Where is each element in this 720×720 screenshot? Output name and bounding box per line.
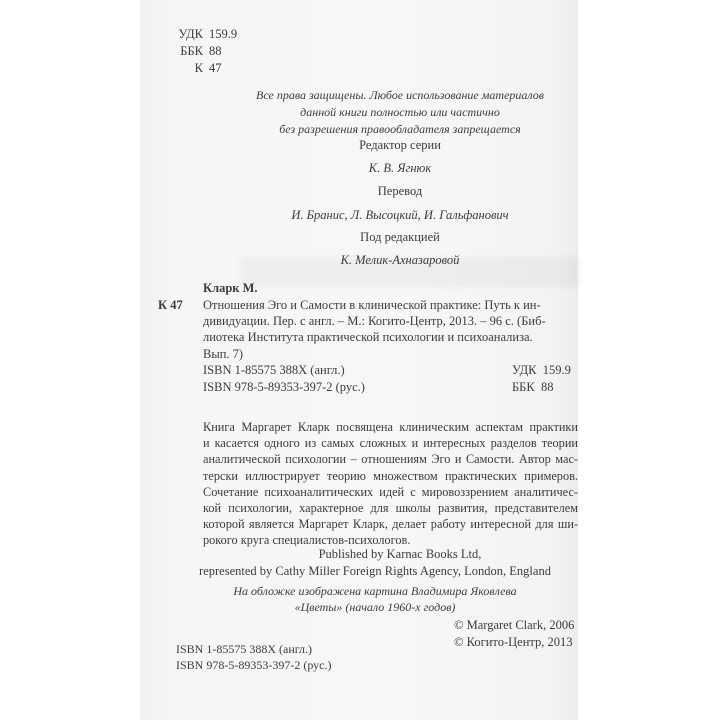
annotation-line: аналитической психологии – отношениям Эго и Самости. Автор мас- (203, 452, 578, 467)
annotation-line: терски иллюстрирует теорию множеством практических примеров. (203, 468, 578, 483)
description-line: лиотека Института практической психологии и психоанализа. (203, 330, 533, 345)
catalog-code: К 47 (158, 298, 183, 312)
catalog-description (203, 297, 575, 362)
rights-notice (180, 87, 620, 138)
copyright-publisher: © Когито-Центр, 2013 (454, 635, 573, 649)
annotation-line: Сочетание психоаналитических идей с мировоззрением аналитичес- (203, 484, 578, 499)
isbn-bottom-ru: ISBN 978-5-89353-397-2 (рус.) (176, 658, 332, 672)
annotation-line: которой является Маргарет Кларк, делает работу интересной для ши- (203, 517, 578, 532)
credit-series-editor-name: К. В. Ягнюк (368, 161, 432, 175)
annotation-line: и касается одного из самых сложных и интересных разделов теории (203, 436, 578, 451)
catalog-isbn-en: ISBN 1-85575 388X (англ.) (203, 363, 345, 377)
credit-edited-by-name: К. Мелик-Ахназаровой (340, 253, 460, 267)
rights-line: Все права защищены. Любое использование материалов (256, 88, 544, 102)
udk-row (170, 26, 237, 43)
description-line: дивидуации. Пер. с англ. – М.: Когито-Центр, 2013. – 96 с. (Биб- (203, 314, 546, 329)
credit-translation-names: И. Бранис, Л. Высоцкий, И. Гальфанович (291, 208, 509, 222)
credit-translation-role: Перевод (377, 184, 423, 198)
annotation-line: рокого круга специалистов-психологов. (203, 533, 411, 548)
publisher-line: Published by Karnac Books Ltd, (318, 547, 482, 561)
udk-label: УДК (178, 27, 203, 41)
isbn-bottom-en: ISBN 1-85575 388X (англ.) (176, 642, 313, 656)
k-row (170, 60, 237, 77)
annotation-paragraph (203, 419, 578, 549)
bbk-row (170, 43, 237, 60)
bbk-label: ББК (180, 44, 203, 58)
catalog-isbn-ru: ISBN 978-5-89353-397-2 (рус.) (203, 380, 365, 394)
bbk-value: 88 (209, 44, 222, 58)
k-value: 47 (209, 61, 222, 75)
catalog-udk: УДК 159.9 (512, 363, 571, 377)
annotation-line: кой психологии, характерное для школы развития, представителем (203, 501, 578, 516)
credit-series-editor-role: Редактор серии (359, 138, 441, 152)
catalog-bbk: ББК 88 (512, 380, 554, 394)
classification-codes-top (170, 26, 237, 77)
udk-value: 159.9 (209, 27, 238, 41)
k-label: К (194, 61, 203, 75)
publisher-line: represented by Cathy Miller Foreign Rights Agency, London, England (199, 564, 551, 578)
cover-note-line: «Цветы» (начало 1960-х годов) (294, 600, 456, 614)
description-line: Отношения Эго и Самости в клинической практике: Путь к ин- (203, 298, 541, 312)
annotation-line: Книга Маргарет Кларк посвящена клиническим аспектам практики (203, 420, 578, 434)
description-line: Вып. 7) (203, 346, 244, 361)
catalog-author: Кларк М. (203, 281, 258, 295)
credit-edited-by-role: Под редакцией (360, 230, 440, 244)
copyright-author: © Margaret Clark, 2006 (454, 618, 575, 632)
rights-line: без разрешения правообладателя запрещается (279, 122, 521, 136)
rights-line: данной книги полностью или частично (300, 105, 500, 119)
cover-note-line: На обложке изображена картина Владимира Яковлева (233, 584, 517, 598)
